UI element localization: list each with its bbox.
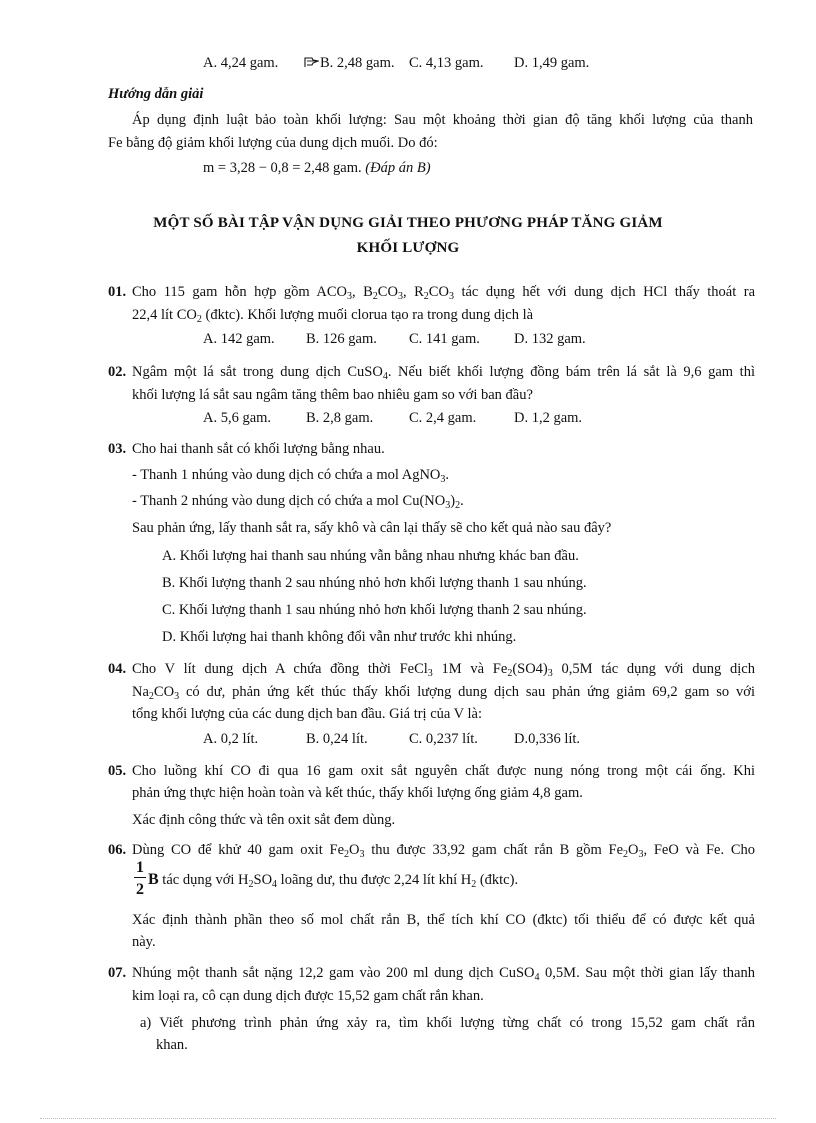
top-option-c: C. 4,13 gam. [409,55,484,71]
q01-option-b: B. 126 gam. [306,331,377,347]
q05-line-1: Cho luồng khí CO đi qua 16 gam oxit sắt nguyên chất được nung nóng trong một cái ống. Khi [132,763,755,779]
q02-option-d: D. 1,2 gam. [514,410,583,426]
q04-option-a: A. 0,2 lít. [203,731,259,747]
q01-option-a: A. 142 gam. [203,331,275,347]
question-number-04: 04. [108,661,127,677]
q01-line-2: 22,4 lít $CO_2$ (đktc). Khối lượng muối clorua tạo ra trong dung dịch là [132,307,534,325]
q04-option-d: D.0,336 lít. [514,731,581,747]
q01-option-c: C. 141 gam. [409,331,480,347]
top-option-d: D. 1,49 gam. [514,55,590,71]
q02-option-a: A. 5,6 gam. [203,410,272,426]
q02-option-b: B. 2,8 gam. [306,410,374,426]
section-heading-line-1: MỘT SỐ BÀI TẬP VẬN DỤNG GIẢI THEO PHƯƠNG PHÁP TĂNG GIẢM [153,215,663,231]
guide-answer: (Đáp án B) [365,160,431,176]
q02-option-c: C. 2,4 gam. [409,410,477,426]
footer-divider [40,1118,776,1119]
question-number-06: 06. [108,842,127,858]
question-number-05: 05. [108,763,127,779]
q07-part-a-line-2: khan. [156,1037,188,1053]
q07-line-2: kim loại ra, cô cạn dung dịch được 15,52 gam chất rắn khan. [132,988,484,1004]
question-number-01: 01. [108,284,127,300]
q04-option-b: B. 0,24 lít. [306,731,368,747]
q04-line-2: $Na_2CO_3$ có dư, phản ứng kết thúc thấy khối lượng dung dịch sau phản ứng giảm 69,2 gam so với [132,684,755,702]
fraction-denominator: 2 [136,881,144,898]
q04-option-c: C. 0,237 lít. [409,731,478,747]
q01-option-d: D. 132 gam. [514,331,586,347]
q06-line-1: Dùng CO để khử 40 gam oxit $Fe_2O_3$ thu được 33,92 gam chất rắn B gồm $Fe_2O_3$, FeO và Fe. Cho [132,842,755,860]
q04-line-1: Cho V lít dung dịch A chứa đồng thời FeCl$_3$ 1M và $Fe_2(SO4)_3$ 0,5M tác dụng với dung dịch [132,661,755,679]
guide-paragraph-line-2: Fe bằng độ giảm khối lượng của dung dịch muối. Do đó: [108,135,438,151]
q03-option-a: A. Khối lượng hai thanh sau nhúng vẫn bằng nhau nhưng khác ban đầu. [162,548,579,564]
q05-line-2: phản ứng thực hiện hoàn toàn và kết thúc, thấy khối lượng ống giảm 4,8 gam. [132,785,583,801]
q03-option-d: D. Khối lượng hai thanh không đổi vẫn như trước khi nhúng. [162,629,517,645]
section-heading-line-2: KHỐI LƯỢNG [356,240,460,256]
q03-line-1: Cho hai thanh sắt có khối lượng bằng nhau. [132,441,385,457]
top-option-b: B. 2,48 gam. [304,52,395,75]
guide-title: Hướng dẫn giải [108,86,204,102]
q06-line-2: B tác dụng với $H_2SO_4$ loãng dư, thu được 2,24 lít khí $H_2$ (đktc). [148,871,519,890]
q02-line-1: Ngâm một lá sắt trong dung dịch CuSO$_4$. Nếu biết khối lượng đồng bám trên lá sắt là 9,6 gam thì [132,364,755,382]
q03-option-b: B. Khối lượng thanh 2 sau nhúng nhỏ hơn khối lượng thanh 1 sau nhúng. [162,575,587,591]
q03-line-3: - Thanh 2 nhúng vào dung dịch có chứa a mol $Cu(NO_3)_2$. [132,493,464,511]
question-number-07: 07. [108,965,127,981]
question-number-02: 02. [108,364,127,380]
q04-line-3: tổng khối lượng của các dung dịch ban đầu. Giá trị của V là: [132,706,483,722]
fraction-numerator: 1 [136,859,144,876]
q01-line-1: Cho 115 gam hỗn hợp gồm $ACO_3$, $B_2CO_3$, $R_2CO_3$ tác dụng hết với dung dịch HCl thấy thoát ra [132,284,756,302]
guide-equation: m = 3,28 − 0,8 = 2,48 gam. (Đáp án B) [203,160,431,176]
q03-option-c: C. Khối lượng thanh 1 sau nhúng nhỏ hơn khối lượng thanh 2 sau nhúng. [162,602,587,618]
guide-paragraph-line-1: Áp dụng định luật bảo toàn khối lượng: Sau một khoảng thời gian độ tăng khối lượng của thanh [132,112,753,128]
q06-line-4: này. [132,934,156,950]
pen-pointer-icon [304,57,319,68]
q05-line-3: Xác định công thức và tên oxit sắt đem dùng. [132,812,396,828]
q06-line-3: Xác định thành phần theo số mol chất rắn B, thể tích khí CO (đktc) tối thiểu để có được kết quả [132,912,755,928]
q03-line-2: - Thanh 1 nhúng vào dung dịch có chứa a mol AgNO$_3$. [132,467,450,485]
q07-part-a-line-1: a) Viết phương trình phản ứng xảy ra, tìm khối lượng từng chất có trong 15,52 gam chất rắn [140,1015,755,1031]
q07-line-1: Nhúng một thanh sắt nặng 12,2 gam vào 200 ml dung dịch CuSO$_4$ 0,5M. Sau một thời gian lấy thanh [132,965,755,983]
top-option-a: A. 4,24 gam. [203,55,279,71]
q02-line-2: khối lượng lá sắt sau ngâm tăng thêm bao nhiêu gam so với ban đầu? [132,387,533,403]
question-number-03: 03. [108,441,127,457]
q03-line-4: Sau phản ứng, lấy thanh sắt ra, sấy khô và cân lại thấy sẽ cho kết quả nào sau đây? [132,520,612,536]
